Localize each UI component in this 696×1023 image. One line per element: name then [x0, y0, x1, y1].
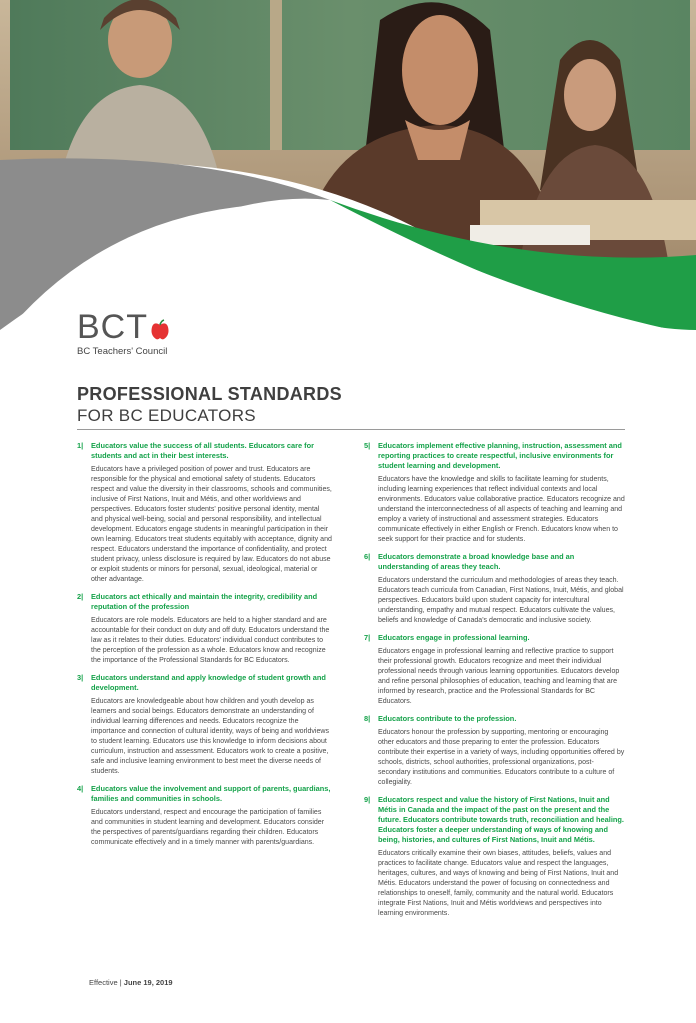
standard-number: 5| — [364, 441, 371, 450]
standard-body: Educators are role models. Educators are held to a higher standard and are accountable for their conduct on duty and off duty. Educators understand the law as it relates to their duties. Educators' individual conduct contributes to the perception of the profession as a whole. Educators know and recognize the importance of the Professional Standards for BC Educators. — [91, 617, 330, 664]
standard-number: 2| — [77, 592, 84, 601]
standard-1 — [77, 441, 333, 585]
bctc-logo — [77, 310, 170, 357]
title-divider — [77, 429, 625, 430]
logo-mark — [77, 310, 170, 344]
standard-number: 9| — [364, 795, 371, 804]
standard-body: Educators understand the curriculum and methodologies of areas they teach. Educators teach curricula from Canadian, First Nations, Inuit, Métis, and global perspectives. Educators build upon student capacity for intercultural understanding, empathy and mutual respect. Educators cultivate the values, beliefs and knowledge of Canada's democratic and inclusive society. — [378, 577, 624, 624]
standard-7 — [364, 633, 626, 707]
standard-4 — [77, 784, 333, 848]
title-line-1: PROFESSIONAL STANDARDS — [77, 384, 342, 404]
hero-banner — [0, 0, 696, 420]
standard-title: Educators respect and value the history of First Nations, Inuit and Métis in Canada and the impact of the past on the present and the future. Educators contribute towards truth, reconciliation and healing. Educators foster a deeper understanding of ways of knowing and being, histories, and cultures of First Nations, Inuit and Métis. — [378, 795, 624, 844]
title-line-2: FOR BC EDUCATORS — [77, 406, 256, 425]
standard-number: 6| — [364, 552, 371, 561]
footer-date: June 19, 2019 — [123, 978, 173, 987]
standard-title: Educators implement effective planning, instruction, assessment and reporting practices to create respectful, inclusive environments for student learning and development. — [378, 441, 622, 470]
standard-body: Educators honour the profession by supporting, mentoring or encouraging other educators and those preparing to enter the profession. Educators contribute their expertise in a variety of ways, including opportunities offered by schools, districts, school authorities, professional organizations, post-secondary institutions and communities. Educators contribute to a culture of collegiality. — [378, 729, 625, 786]
standard-number: 8| — [364, 714, 371, 723]
standard-2 — [77, 592, 333, 666]
footer-separator: | — [119, 978, 122, 987]
standard-number: 7| — [364, 633, 371, 642]
standard-number: 1| — [77, 441, 84, 450]
effective-date-footer — [89, 978, 173, 987]
standard-body: Educators engage in professional learning and reflective practice to support their professional growth. Educators recognize and meet their individual professional needs through various learning opportunities. Educators develop and refine personal philosophies of education, teaching and learning that are informed by research, practice and the Professional Standards for BC Educators. — [378, 648, 620, 705]
standard-body: Educators have the knowledge and skills to facilitate learning for students, including learning experiences that reflect individual contexts and local environments. Educators value collaborative practice. Educators recognize and understand the interconnectedness of all aspects of teaching and learning and employ a variety of instructional and assessment strategies. Educators communicate effectively in either English or French. Educators know when to seek support for their practice and for students. — [378, 476, 625, 543]
standards-column-right — [364, 441, 626, 926]
standards-column-left — [77, 441, 333, 855]
standard-number: 4| — [77, 784, 84, 793]
hero-photo — [0, 0, 696, 420]
standard-5 — [364, 441, 626, 545]
standard-8 — [364, 714, 626, 788]
apple-icon — [150, 313, 170, 335]
standard-title: Educators demonstrate a broad knowledge base and an understanding of areas they teach. — [378, 552, 575, 571]
standard-3 — [77, 673, 333, 777]
standard-title: Educators understand and apply knowledge of student growth and development. — [91, 673, 326, 692]
logo-letters: BCT — [77, 308, 148, 346]
standard-title: Educators engage in professional learning. — [378, 633, 530, 642]
standard-9 — [364, 795, 626, 919]
standard-title: Educators value the success of all students. Educators care for students and act in their best interests. — [91, 441, 315, 460]
standard-body: Educators critically examine their own biases, attitudes, beliefs, values and practices to facilitate change. Educators value and respect the languages, heritages, cultures, and ways of knowing and being of First Nations, Inuit and Métis. Educators understand the power of focusing on connectedness and relationships to oneself, family, community and the natural world. Educators integrate First Nations, Inuit and Métis worldviews and perspectives into learning environments. — [378, 850, 619, 917]
standard-body: Educators have a privileged position of power and trust. Educators are responsible for the physical and emotional safety of students. Educators respect and value the diversity in their classrooms, schools and communities, inclusive of First Nations, Inuit and Métis, and other worldviews and perspectives. Educators foster students' positive personal identity, mental and physical well-being, social and personal responsibility, and intellectual development. Educators engage students in meaningful participation in their own learning. Educators treat students equitably with acceptance, dignity and respect. Educators understand the importance of confidentiality, and protect student privacy, unless disclosure is required by law. Educators do not abuse or exploit students or minors for personal, sexual, ideological, material or other advantage. — [91, 466, 332, 583]
logo-subtitle: BC Teachers' Council — [77, 346, 168, 357]
standard-title: Educators value the involvement and support of parents, guardians, families and communities in schools. — [91, 784, 331, 803]
standard-body: Educators are knowledgeable about how children and youth develop as learners and social beings. Educators demonstrate an understanding of individual learning differences and needs. Educators recognize the importance and connection of cultural identity, ways of being and worldviews to student learning. Educators use this knowledge to inform decisions about curriculum, instruction and assessment. Educators work to create a positive, safe and inclusive learning environment to best meet the diverse needs of students. — [91, 698, 330, 775]
standard-number: 3| — [77, 673, 84, 682]
document-title — [77, 384, 342, 426]
footer-label: Effective — [89, 978, 118, 987]
standard-title: Educators contribute to the profession. — [378, 714, 517, 723]
standard-body: Educators understand, respect and encourage the participation of families and communities in student learning and development. Educators consider the perspectives of parents/guardians regarding their children. Educators communicate effectively and in a timely manner with parents/guardians. — [91, 809, 325, 846]
standard-6 — [364, 552, 626, 626]
standard-title: Educators act ethically and maintain the integrity, credibility and reputation of the profession — [91, 592, 318, 611]
